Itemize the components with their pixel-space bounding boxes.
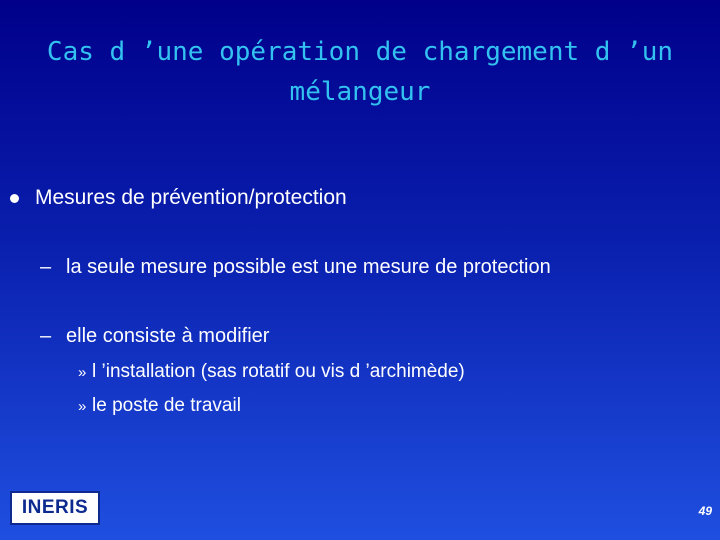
sub-sub-item [78,361,465,383]
sub-sub-item [78,395,241,417]
slide-title-line-1: Cas d ’une opération de chargement d ’un [46,37,674,67]
sub-item [40,256,551,279]
slide-title-line-2: mélangeur [289,77,431,107]
ineris-logo [10,491,100,525]
sub-sub-item-text: le poste de travail [92,395,241,416]
bullet-text: Mesures de prévention/protection [35,186,347,209]
sub-item-text: elle consiste à modifier [66,325,270,347]
sub-item-text: la seule mesure possible est une mesure de protection [66,256,551,278]
slide-title [0,32,720,112]
sub-item [40,325,269,348]
sub-sub-item-text: l ’installation (sas rotatif ou vis d ’archimède) [92,361,465,382]
logo-text: INERIS [21,497,89,518]
page-number: 49 [698,504,712,518]
chevron-icon: » [78,398,87,415]
bullet-dot-icon [10,194,19,203]
chevron-icon: » [78,364,87,381]
dash-icon: – [40,325,52,347]
dash-icon: – [40,256,52,278]
bullet-item [8,186,347,210]
